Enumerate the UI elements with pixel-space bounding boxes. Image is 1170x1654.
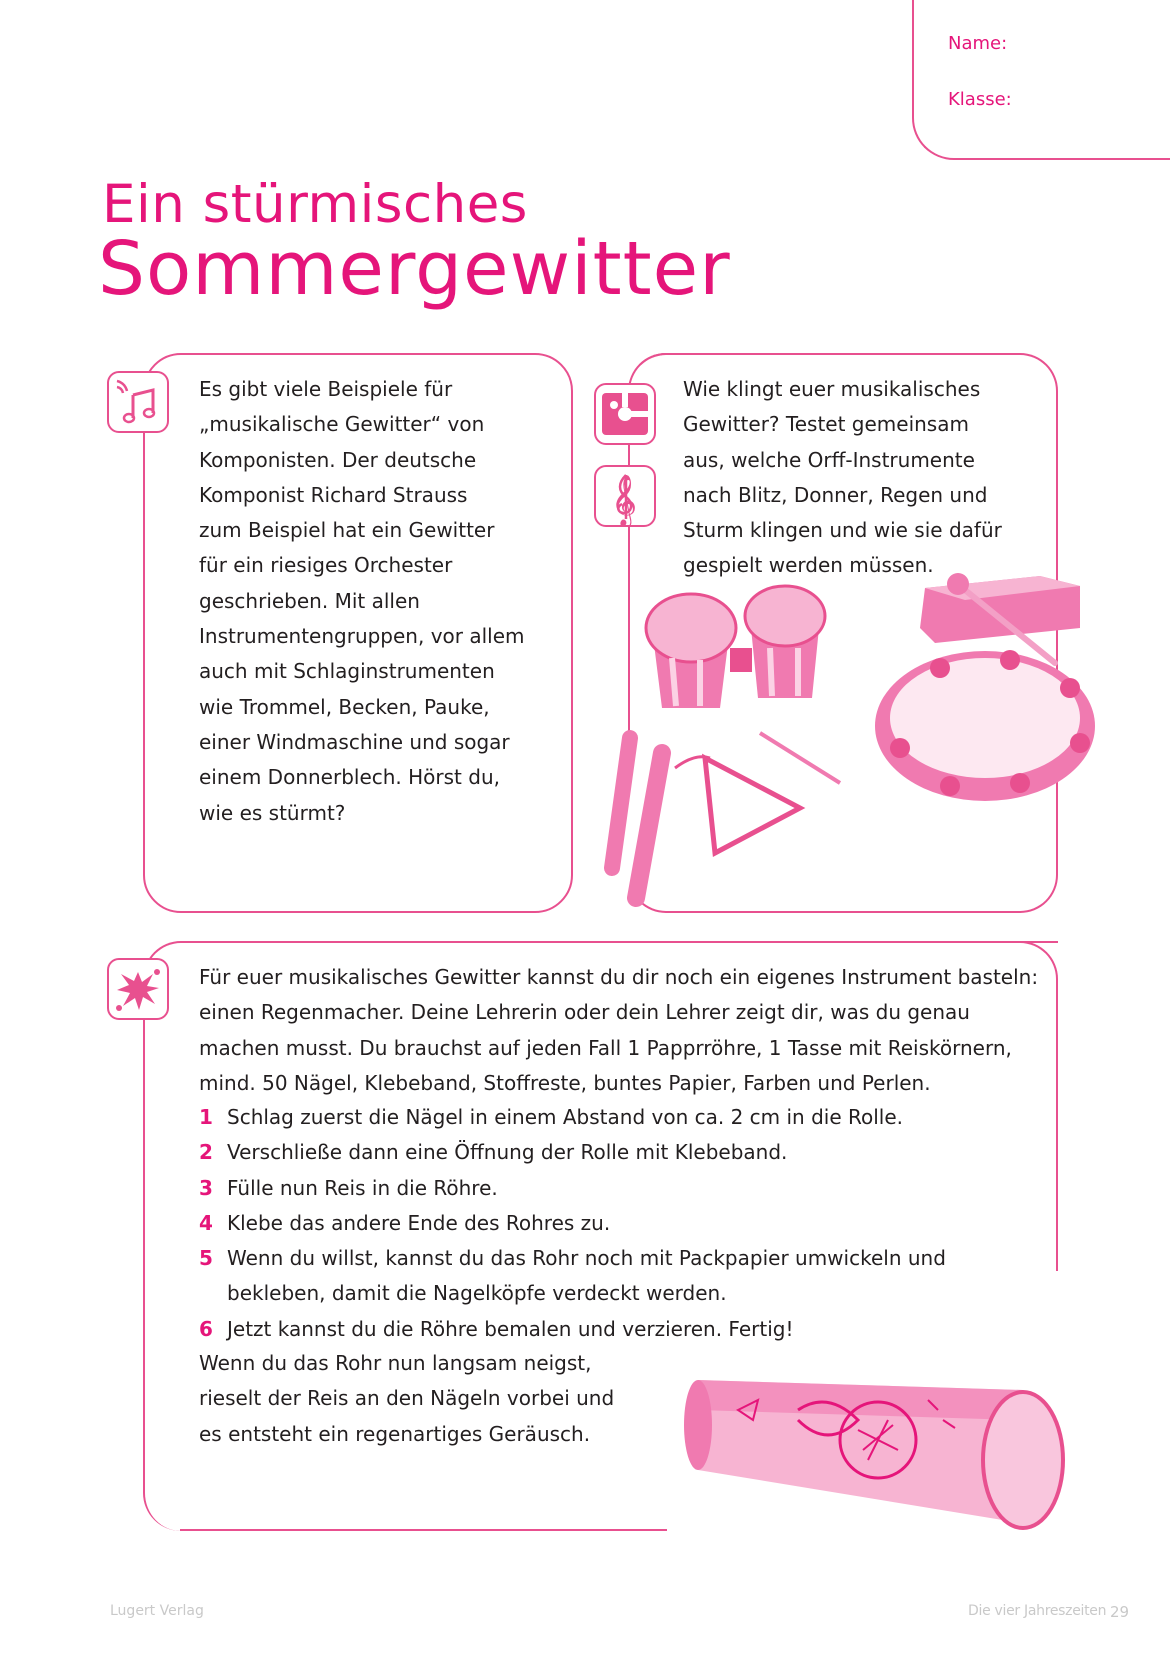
step-number: 6 — [199, 1316, 213, 1341]
text-line: zum Beispiel hat ein Gewitter — [199, 518, 495, 543]
text-line: aus, welche Orff-Instrumente — [683, 447, 975, 472]
step-number: 4 — [199, 1210, 213, 1235]
treble-clef-icon — [594, 465, 656, 527]
rainmaker-outro — [199, 1346, 659, 1452]
splash-icon — [107, 958, 169, 1020]
footer-publisher: Lugert Verlag — [110, 1603, 204, 1619]
text-line: wie Trommel, Becken, Pauke, — [199, 694, 490, 719]
footer-book-title: Die vier Jahreszeiten — [968, 1603, 1107, 1619]
step-number: 3 — [199, 1175, 213, 1200]
text-line: Es gibt viele Beispiele für — [199, 377, 453, 401]
text-line: nach Blitz, Donner, Regen und — [683, 482, 988, 507]
triangle-image — [675, 733, 840, 853]
step-text: Fülle nun Reis in die Röhre. — [227, 1175, 498, 1200]
step-number: 5 — [199, 1246, 213, 1271]
text-line: „musikalische Gewitter“ von — [199, 412, 485, 437]
page-number: 29 — [1110, 1603, 1130, 1621]
step-text: Klebe das andere Ende des Rohres zu. — [227, 1210, 611, 1235]
composers-text — [199, 372, 549, 831]
step-number: 1 — [199, 1105, 213, 1129]
text-line: rieselt der Reis an den Nägeln vorbei und — [199, 1386, 615, 1411]
name-label: Name: — [948, 33, 1008, 54]
step-item — [199, 1206, 1059, 1241]
text-line: einer Windmaschine und sogar — [199, 729, 510, 754]
step-text: Wenn du willst, kannst du das Rohr noch mit Packpapier umwickeln und bekleben, damit die Nagelköpfe verdeckt werden. — [227, 1246, 946, 1306]
step-text: Verschließe dann eine Öffnung der Rolle mit Klebeband. — [227, 1140, 788, 1165]
text-line: auch mit Schlaginstrumenten — [199, 659, 495, 684]
text-line: einem Donnerblech. Hörst du, — [199, 765, 500, 790]
step-item — [199, 1171, 1059, 1206]
class-label: Klasse: — [948, 89, 1012, 110]
text-line: Wenn du das Rohr nun langsam neigst, — [199, 1351, 592, 1375]
name-class-box — [912, 0, 1170, 160]
text-line: es entsteht ein regenartiges Geräusch. — [199, 1421, 591, 1446]
puzzle-icon — [594, 383, 656, 445]
text-line: Komponist Richard Strauss — [199, 482, 468, 507]
text-line: Für euer musikalisches Gewitter kannst du dir noch ein eigenes Instrument basteln: — [199, 965, 1039, 989]
svg-text:𝄞: 𝄞 — [611, 475, 638, 525]
step-item — [199, 1100, 1059, 1135]
rainmaker-intro — [199, 960, 1059, 1101]
box-edge — [180, 1529, 667, 1531]
rainmaker-image — [678, 1350, 1078, 1540]
text-line: machen musst. Du brauchst auf jeden Fall 1 Papprröhre, 1 Tasse mit Reiskörnern, — [199, 1035, 1012, 1060]
title-line1: Ein stürmisches — [102, 174, 528, 235]
text-line: einen Regenmacher. Deine Lehrerin oder dein Lehrer zeigt dir, was du genau — [199, 1000, 970, 1025]
step-item — [199, 1312, 1059, 1347]
text-line: Gewitter? Testet gemeinsam — [683, 412, 969, 437]
step-number: 2 — [199, 1140, 213, 1165]
text-line: gespielt werden müssen. — [683, 553, 934, 578]
step-item — [199, 1241, 1059, 1312]
wood-block-image — [920, 573, 1080, 663]
text-line: geschrieben. Mit allen — [199, 588, 420, 613]
text-line: Instrumentengruppen, vor allem — [199, 624, 525, 649]
text-line: wie es stürmt? — [199, 800, 346, 825]
bongos-image — [646, 586, 825, 708]
text-line: mind. 50 Nägel, Klebeband, Stoffreste, buntes Papier, Farben und Perlen. — [199, 1070, 931, 1095]
step-text: Jetzt kannst du die Röhre bemalen und verzieren. Fertig! — [227, 1316, 794, 1341]
steps-list — [199, 1100, 1059, 1347]
text-line: Sturm klingen und wie sie dafür — [683, 518, 1002, 543]
title-line2: Sommergewitter — [98, 226, 731, 312]
orff-instruments-image — [600, 568, 1110, 918]
listen-music-icon — [107, 371, 169, 433]
text-line: Komponisten. Der deutsche — [199, 447, 477, 472]
text-line: Wie klingt euer musikalisches — [683, 377, 981, 401]
text-line: für ein riesiges Orchester — [199, 553, 453, 578]
tambourine-image — [875, 650, 1095, 801]
step-text: Schlag zuerst die Nägel in einem Abstand von ca. 2 cm in die Rolle. — [227, 1105, 903, 1129]
claves-image — [612, 738, 662, 898]
instruments-text — [683, 372, 1033, 584]
step-item — [199, 1135, 1059, 1170]
